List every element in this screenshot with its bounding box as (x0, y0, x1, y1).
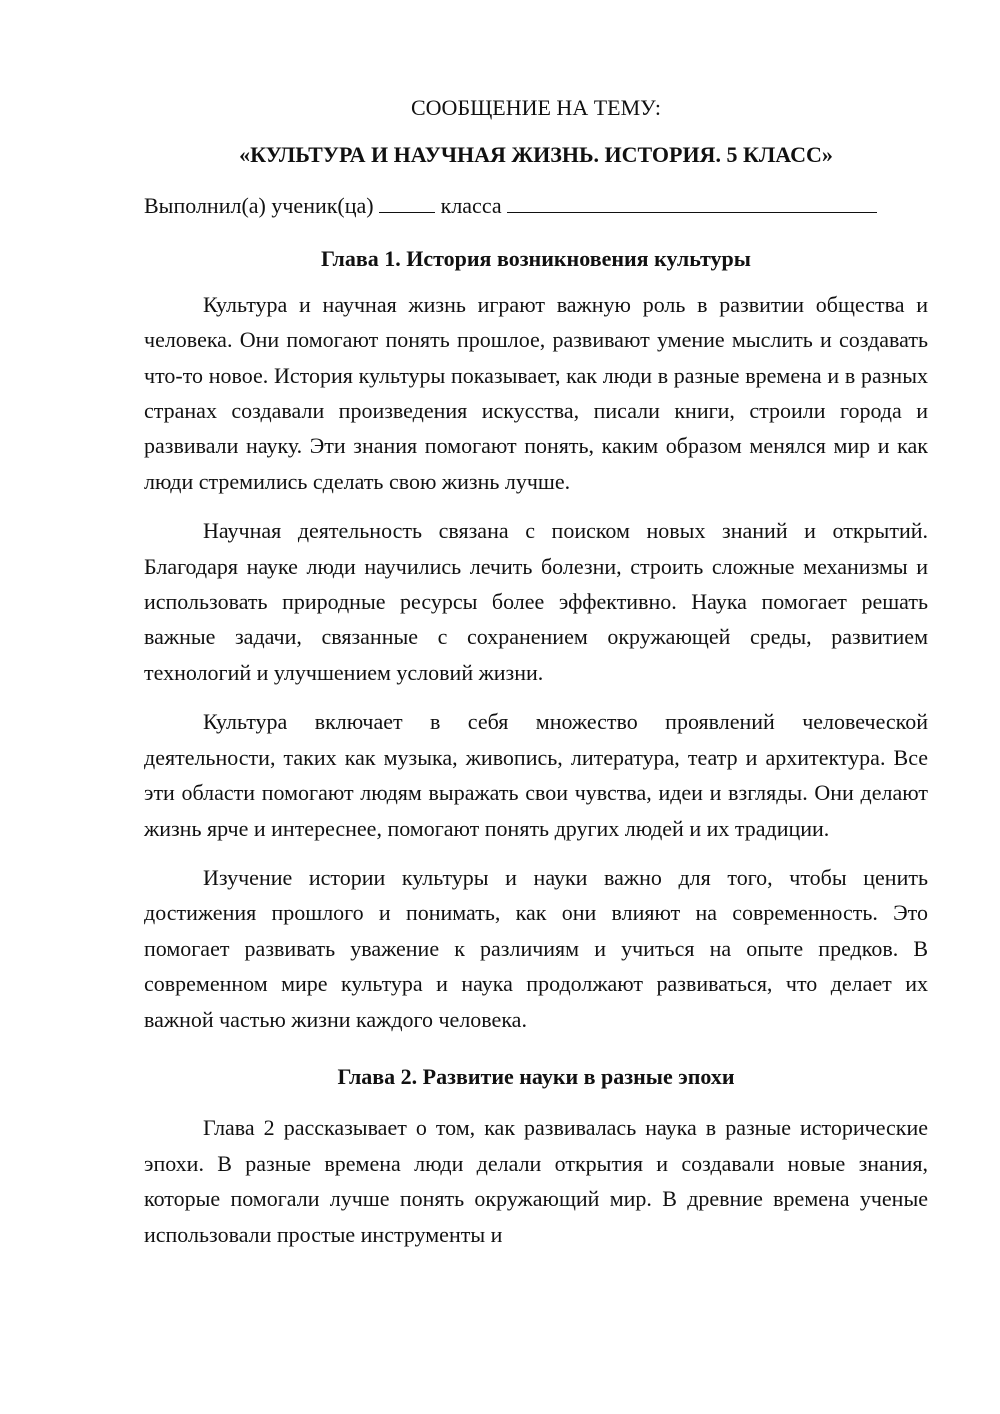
chapter1-title: Глава 1. История возникновения культуры (321, 246, 751, 272)
chapter1-paragraph: Научная деятельность связана с поиском новых знаний и открытий. Благодаря науке люди научились лечить болезни, строить сложные механизмы и использовать природные ресурсы более эффективно. Наука помогает решать важные задачи, связанные с сохранением окружающей среды, развитием технологий и улучшением условий жизни. (144, 518, 928, 685)
chapter1-paragraph: Изучение истории культуры и науки важно для того, чтобы ценить достижения прошлого и понимать, как они влияют на современность. Это помогает развивать уважение к различиям и учиться на опыте предков. В современном мире культура и наука продолжают развиваться, что делает их важной частью жизни каждого человека. (144, 864, 928, 1032)
author-middle: класса (440, 193, 502, 218)
student-name-blank (507, 194, 877, 213)
chapter2-title: Глава 2. Развитие науки в разные эпохи (337, 1063, 735, 1089)
document-heading-line1: СООБЩЕНИЕ НА ТЕМУ: (411, 95, 661, 120)
class-number-blank (379, 194, 435, 213)
chapter1-paragraph: Культура включает в себя множество проявлений человеческой деятельности, таких как музыка, живопись, литература, театр и архитектура. Все эти области помогают людям выражать свои чувства, идеи и взгляды. Они делают жизнь ярче и интереснее, помогают понять других людей и их традиции. (144, 709, 928, 841)
document-title: «КУЛЬТУРА И НАУЧНАЯ ЖИЗНЬ. ИСТОРИЯ. 5 КЛАСС» (239, 142, 833, 167)
author-line (144, 188, 928, 223)
author-prefix: Выполнил(а) ученик(ца) (144, 193, 374, 218)
chapter1-paragraph: Культура и научная жизнь играют важную роль в развитии общества и человека. Они помогают понять прошлое, развивают умение мыслить и создавать что-то новое. История культуры показывает, как люди в разные времена и в разных странах создавали произведения искусства, писали книги, строили города и развивали науку. Эти знания помогают понять, каким образом менялся мир и как люди стремились сделать свою жизнь лучше. (144, 291, 928, 494)
page-content (144, 90, 928, 1252)
chapter2-paragraph: Глава 2 рассказывает о том, как развивалась наука в разные исторические эпохи. В разные времена люди делали открытия и создавали новые знания, которые помогали лучше понять окружающий мир. В древние времена ученые использовали простые инструменты и (144, 1115, 928, 1247)
